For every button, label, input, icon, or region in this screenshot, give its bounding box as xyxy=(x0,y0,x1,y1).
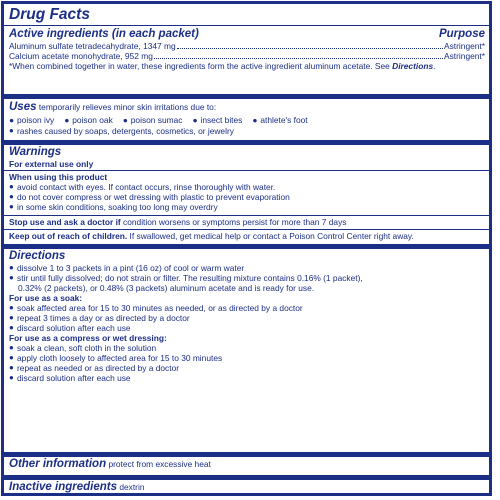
bullet-dot-icon: ● xyxy=(9,273,14,282)
bullet-dot-icon: ● xyxy=(9,303,14,312)
list-item: ● discard solution after each use xyxy=(9,323,131,333)
divider xyxy=(4,25,489,26)
bullet-dot-icon: ● xyxy=(9,373,14,382)
keep-out-heading: Keep out of reach of children. xyxy=(9,231,128,241)
ingredient-purpose: Astringent* xyxy=(444,41,485,51)
list-item: ● poison sumac xyxy=(122,115,183,125)
inactive-ingredients-title: Inactive ingredients xyxy=(9,481,118,493)
bullet-dot-icon: ● xyxy=(9,192,14,201)
warnings-section xyxy=(4,145,489,169)
section-bar xyxy=(4,94,489,99)
list-item: ● poison oak xyxy=(64,115,113,125)
compress-heading: For use as a compress or wet dressing: xyxy=(9,333,167,343)
ingredient-row xyxy=(9,41,485,51)
keep-out-text: If swallowed, get medical help or contact a Poison Control Center right away. xyxy=(129,231,414,241)
active-note-end: . xyxy=(433,61,436,71)
bullet-dot-icon: ● xyxy=(9,323,14,332)
other-information-title: Other information xyxy=(9,458,107,470)
purpose-title: Purpose xyxy=(438,28,485,40)
bullet-dot-icon: ● xyxy=(252,115,258,125)
list-item: ● athlete's foot xyxy=(252,115,308,125)
soak-heading: For use as a soak: xyxy=(9,293,83,303)
bullet-dot-icon: ● xyxy=(9,202,14,211)
stop-use-heading: Stop use and ask a doctor if xyxy=(9,217,121,227)
bullet-dot-icon: ● xyxy=(9,363,14,372)
bullet-dot-icon: ● xyxy=(64,115,70,125)
list-item: ● soak affected area for 15 to 30 minutes as needed, or as directed by a doctor xyxy=(9,303,303,313)
other-information-section xyxy=(4,457,489,471)
warnings-title: Warnings xyxy=(9,146,62,158)
active-note xyxy=(9,61,485,71)
list-item: ● rashes caused by soaps, detergents, cosmetics, or jewelry xyxy=(9,126,234,136)
list-item: ● soak a clean, soft cloth in the solution xyxy=(9,343,157,353)
list-item: ● poison ivy xyxy=(9,115,55,125)
bullet-dot-icon: ● xyxy=(9,182,14,191)
divider xyxy=(4,229,489,230)
bullet-dot-icon: ● xyxy=(9,313,14,322)
leader-dots xyxy=(177,48,443,49)
divider xyxy=(4,215,489,216)
drug-facts-panel xyxy=(1,1,492,496)
bullet-dot-icon: ● xyxy=(9,126,14,135)
ingredient-purpose: Astringent* xyxy=(444,51,485,61)
when-using-heading: When using this product xyxy=(9,172,108,182)
leader-dots xyxy=(154,58,443,59)
directions-reference: Directions xyxy=(392,61,434,71)
active-ingredients-section xyxy=(4,27,489,71)
ingredient-name: Calcium acetate monohydrate, 952 mg xyxy=(9,51,153,61)
list-item: ● repeat 3 times a day or as directed by a doctor xyxy=(9,313,190,323)
other-information-text: protect from excessive heat xyxy=(108,459,211,469)
active-ingredients-title: Active ingredients (in each packet) xyxy=(9,28,199,40)
list-item: ● apply cloth loosely to affected area for 15 to 30 minutes xyxy=(9,353,223,363)
keep-out-line xyxy=(4,231,489,241)
list-item: ● insect bites xyxy=(192,115,243,125)
uses-intro: temporarily relieves minor skin irritations due to: xyxy=(38,102,217,112)
inactive-ingredients-section xyxy=(4,480,489,494)
ingredient-row xyxy=(9,51,485,61)
divider xyxy=(4,170,489,171)
when-using-block xyxy=(4,172,489,212)
drug-facts-header xyxy=(4,6,489,23)
list-item-continued: 0.32% (2 packets), or 0.48% (3 packets) aluminum acetate and is ready for use. xyxy=(18,283,315,293)
ingredient-name: Aluminum sulfate tetradecahydrate, 1347 mg xyxy=(9,41,176,51)
bullet-dot-icon: ● xyxy=(192,115,198,125)
list-item: ● do not cover compress or wet dressing with plastic to prevent evaporation xyxy=(9,192,290,202)
inactive-ingredients-text: dextrin xyxy=(119,482,145,492)
uses-list xyxy=(9,115,485,125)
list-item: ● in some skin conditions, soaking too long may overdry xyxy=(9,202,218,212)
bullet-dot-icon: ● xyxy=(9,343,14,352)
directions-section xyxy=(4,249,489,383)
external-use-heading: For external use only xyxy=(9,159,94,169)
drug-facts-title: Drug Facts xyxy=(9,6,90,23)
list-item: ● stir until fully dissolved; do not strain or filter. The resulting mixture contains 0.16% (1 packet), xyxy=(9,273,363,283)
uses-title: Uses xyxy=(9,101,37,113)
stop-use-line xyxy=(4,217,489,227)
bullet-dot-icon: ● xyxy=(9,353,14,362)
stop-use-text: condition worsens or symptoms persist for more than 7 days xyxy=(123,217,347,227)
list-item: ● dissolve 1 to 3 packets in a pint (16 oz) of cool or warm water xyxy=(9,263,245,273)
directions-title: Directions xyxy=(9,250,66,262)
bullet-dot-icon: ● xyxy=(122,115,128,125)
active-note-text: *When combined together in water, these ingredients form the active ingredient aluminum acetate. See xyxy=(9,61,393,71)
bullet-dot-icon: ● xyxy=(9,115,15,125)
bullet-dot-icon: ● xyxy=(9,263,14,272)
uses-section xyxy=(4,100,489,136)
list-item: ● repeat as needed or as directed by a doctor xyxy=(9,363,180,373)
list-item: ● discard solution after each use xyxy=(9,373,131,383)
list-item: ● avoid contact with eyes. If contact occurs, rinse thoroughly with water. xyxy=(9,182,276,192)
